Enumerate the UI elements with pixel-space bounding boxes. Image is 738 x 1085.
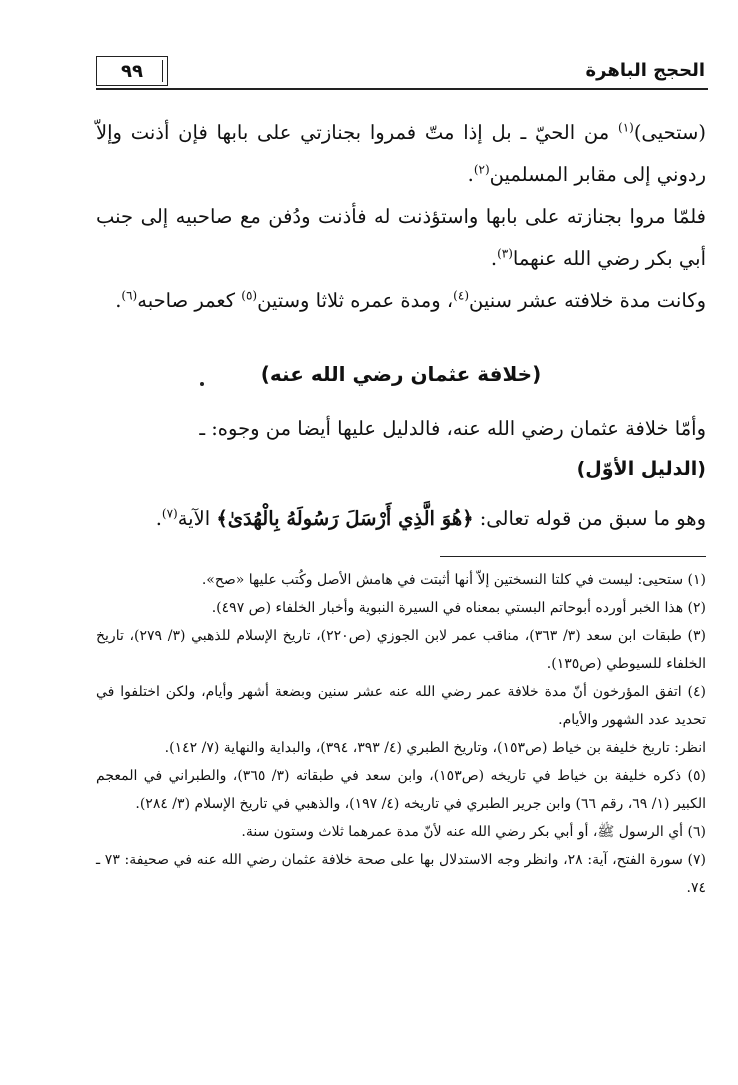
paragraph-5: [96, 498, 706, 540]
running-title: الحجج الباهرة: [585, 60, 705, 81]
paragraph-text: .: [467, 163, 474, 186]
footnote-ref: (٥): [241, 288, 258, 303]
paragraph-2: [96, 196, 706, 280]
paragraph-text: وكانت مدة خلافته عشر سنين: [469, 289, 706, 312]
footnote-ref: (٣): [497, 246, 513, 261]
paragraph-text: .: [115, 289, 122, 312]
footnote-1: (١) ستحيى: ليست في كلتا النسختين إلاّ أنها أثبتت في هامش الأصل وكُتب عليها «صح».: [201, 572, 706, 588]
paragraph-text: الآية: [177, 507, 217, 530]
paragraph-text: من الحيّ ـ بل إذا متّ فمروا بجنازتي على بابها فإن أذنت وإلاّ ردوني إلى مقابر المسلمين: [96, 121, 706, 186]
footnote-ref: (٢): [473, 162, 490, 177]
paragraph-4: وأمّا خلافة عثمان رضي الله عنه، فالدليل عليها أيضا من وجوه: ـ: [199, 417, 706, 440]
section-heading: (خلافة عثمان رضي الله عنه): [260, 362, 542, 386]
paragraph-text: كعمر صاحبه: [137, 289, 242, 312]
footnotes: [96, 566, 706, 902]
footnote-ref: (٤): [453, 288, 469, 303]
footnote-4: (٤) اتفق المؤرخون أنّ مدة خلافة عمر رضي الله عنه عشر سنين وبضعة أشهر وأيام، ولكن اختلفوا في تحديد عدد الشهور والأيام.: [96, 684, 706, 728]
footnote-5: (٥) ذكره خليفة بن خياط في تاريخه (ص١٥٣)، وابن سعد في طبقاته (٣/ ٣٦٥)، والطبراني في المعجم الكبير (١/ ٦٩، رقم ٦٦) وابن جرير الطبري في تاريخه (٤/ ١٩٧)، والذهبي في تاريخ الإسلام (٣/ ٢٨٤).: [96, 768, 706, 812]
footnote-ref: (١): [618, 120, 634, 135]
footnote-7: (٧) سورة الفتح، آية: ٢٨، وانظر وجه الاستدلال بها على صحة خلافة عثمان رضي الله عنه في صحيفة: ٧٣ ـ ٧٤.: [96, 852, 706, 896]
paragraph-text: (ستحيى): [633, 121, 706, 144]
footnote-4-continued: انظر: تاريخ خليفة بن خياط (ص١٥٣)، وتاريخ الطبري (٤/ ٣٩٣، ٣٩٤)، والبداية والنهاية (٧/ ١٤٢).: [164, 740, 706, 756]
paragraph-3: [96, 280, 706, 322]
paragraph-text: فلمّا مروا بجنازته على بابها واستؤذنت له فأذنت ودُفن مع صاحبيه إلى جنب أبي بكر رضي الله عنهما: [96, 205, 706, 270]
footnote-ref: (٧): [161, 506, 178, 521]
paragraph-text: .: [490, 247, 498, 270]
paragraph-text: ، ومدة عمره ثلاثا وستين: [257, 289, 454, 312]
quran-verse: ﴿هُوَ الَّذِي أَرْسَلَ رَسُولَهُ بِالْهُدَىٰ﴾: [216, 507, 474, 530]
stray-dot: [200, 382, 204, 386]
footnote-separator: [440, 556, 706, 557]
header-rule: [96, 88, 708, 90]
footnote-3: (٣) طبقات ابن سعد (٣/ ٣٦٣)، مناقب عمر لابن الجوزي (ص٢٢٠)، تاريخ الإسلام للذهبي (٣/ ٢٧٩)، تاريخ الخلفاء للسيوطي (ص١٣٥).: [96, 628, 706, 672]
footnote-2: (٢) هذا الخبر أورده أبوحاتم البستي بمعناه في السيرة النبوية وأخبار الخلفاء (ص ٤٩٧).: [211, 600, 706, 616]
sub-heading: (الدليل الأوّل): [576, 458, 706, 480]
page-number-text: ٩٩: [121, 60, 143, 82]
paragraph-1: [96, 112, 706, 196]
page-number: [96, 56, 168, 86]
paragraph-text: وهو ما سبق من قوله تعالى:: [473, 507, 706, 530]
footnote-ref: (٦): [121, 288, 138, 303]
footnote-6: (٦) أي الرسول ﷺ، أو أبي بكر رضي الله عنه لأنّ مدة عمرهما ثلاث وستون سنة.: [241, 824, 706, 840]
paragraph-text: .: [155, 507, 162, 530]
